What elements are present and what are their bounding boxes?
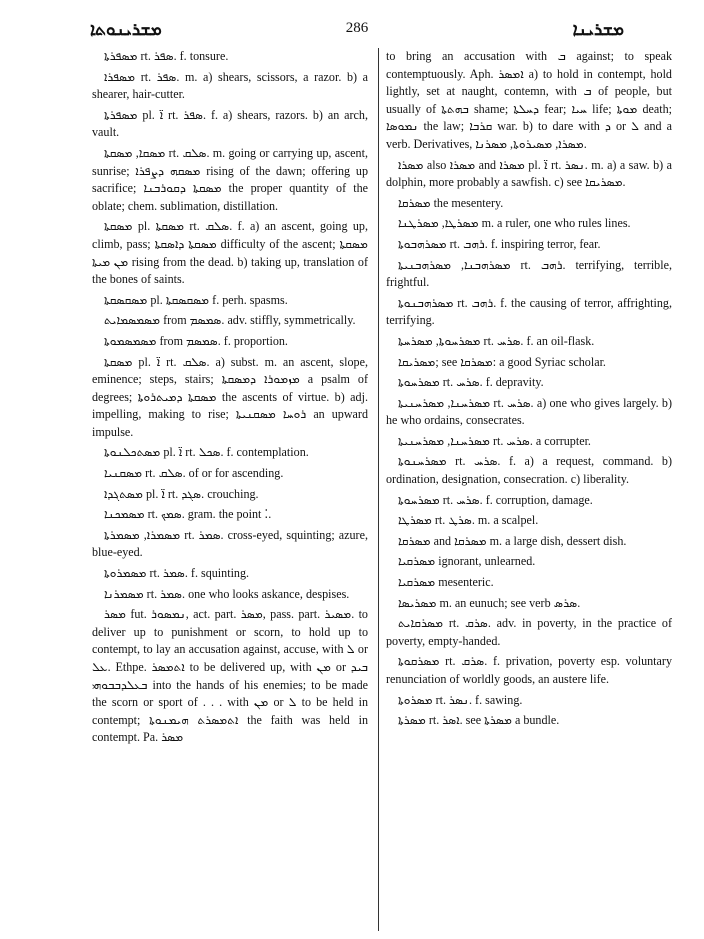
dictionary-entry: ܡܣܪܝܩܐ; see ܡܣܪܩܐ: a good Syriac scholar. [398, 354, 606, 369]
dictionary-entry: ܡܣܪܛܐ rt. ܣܪܛ. m. a scalpel. [398, 513, 539, 528]
dictionary-entry: ܡܣܪܗܒܘܬܐ rt. ܪܗܒ. f. inspiring terror, fear. [398, 236, 601, 251]
dictionary-entry: ܡܣܪܬܐ rt. ܐܣܪ. see ܡܣܪܬܐ a bundle. [398, 713, 560, 728]
dictionary-entry: ܡܣܪܚܘܬܐ rt. ܣܪܚ. f. corruption, damage. [398, 492, 593, 507]
header-right-word: ܡܫܪܝܢܐ [572, 20, 624, 39]
dictionary-entry: ܡܣܪܛܐ, ܡܣܪܛܢܐ m. a ruler, one who rules lines. [398, 216, 631, 231]
dictionary-entry: ܡܣܪܚܘܬܐ, ܡܣܪܚܬܐ rt. ܣܪܚ. f. an oil-flask. [398, 333, 595, 348]
dictionary-entry: ܡܣܪ fut. ܢܡܣܘܪ, act. part. ܡܣܪ, pass. part. ܡܣܝܪ. to deliver up to punishment or scorn, to hold up to contempt, to lay an accusation against, accuse, with ܠ or ܥܠ. Ethpe. ܐܬܡܣܪ to be delivered up, with ܡܢ or ܒܝܕ ܒܥܠܕܒܒܘܗܝ into the hands of his enemies; to be made the scorn or sport of . . . with ܡܢ or ܠ to be held in contempt; ܐܬܡܣܪܬ ܗܝܡܢܘܬܐ the faith was held in contempt. Pa. ܡܣܪ [92, 607, 368, 745]
column-divider [378, 48, 379, 931]
dictionary-entry: ܡܣܩܬܐ pl. ܡܣܩܬܐ rt. ܣܠܩ. f. a) an ascent, going up, climb, pass; ܡܣܩܬܐ ܕܐܣܩܬܐ difficulty of the ascent; ܡܣܩܬܐ ܡܢ ܡܝܬܐ rising from the dead. b) taking up, translation of the bones of saints. [92, 219, 368, 287]
dictionary-entry: ܡܣܡܣܡܘܬܐ from ܣܡܣܡ. f. proportion. [104, 333, 288, 348]
dictionary-entry: ܡܣܩܣܩܬܐ pl. ܡܣܩܣܩܬܐ f. perh. spasms. [104, 292, 288, 307]
dictionary-entry: ܡܣܡܪܐ, ܡܣܡܪܬܐ rt. ܣܡܪ. cross-eyed, squinting; azure, blue-eyed. [92, 527, 368, 560]
page-number: 286 [345, 20, 369, 36]
dictionary-entry: ܡܣܩܢܝܐ rt. ܣܠܩ. of or for ascending. [104, 466, 284, 481]
dictionary-entry: ܡܣܡܪܘܬܐ rt. ܣܡܪ. f. squinting. [104, 566, 250, 581]
dictionary-entry: ܡܣܪܘܬܐ rt. ܢܣܪ. f. sawing. [398, 692, 523, 707]
dictionary-entry: ܡܣܪܝܣܐ m. an eunuch; see verb ܣܪܣ. [398, 595, 581, 610]
right-column [386, 48, 672, 931]
dictionary-entry: to bring an accusation with ܒ against; to speak contemptuously. Aph. ܐܡܣܪ a) to hold in contempt, hold lightly, set at naught, contemn, with ܒ of people, but usually of ܒܗܬܬܐ shame; ܕܚܠܬܐ fear; ܚܝܐ life; ܡܘܬܐ death; ܢܡܘܣܐ the law; ܩܪܒܐ war. b) to dare with ܕ or ܠ and a verb. Derivatives, ܡܣܪܐ, ܡܣܝܪܘܬܐ, ܡܣܪܢܐ. [386, 49, 672, 151]
dictionary-entry: ܡܣܦܪܐ rt. ܣܦܪ. m. a) shears, scissors, a razor. b) a shearer, hair-cutter. [92, 69, 368, 102]
dictionary-entry: ܡܣܪܚܢܐ, ܡܣܪܚܢܝܬܐ rt. ܣܪܚ. a corrupter. [398, 433, 591, 448]
dictionary-entry: ܡܣܪܚܢܘܬܐ rt. ܣܪܚ. f. a) a request, command. b) ordination, designation, consecration. c) liberality. [386, 454, 672, 487]
dictionary-entry: ܡܣܪܩܐܝܬ rt. ܣܪܩ. adv. in poverty, in the practice of poverty, empty-handed. [386, 616, 672, 648]
left-column [92, 48, 368, 931]
dictionary-entry: ܡܣܪܩܐ and ܡܣܪܩܐ m. a large dish, dessert dish. [398, 533, 627, 548]
dictionary-entry: ܡܣܪܩܝܐ ignorant, unlearned. [398, 554, 536, 569]
dictionary-entry: ܡܣܡܪܢܐ rt. ܣܡܪ. one who looks askance, despises. [104, 586, 350, 601]
dictionary-entry: ܡܣܪܚܢܐ, ܡܣܪܚܢܝܬܐ rt. ܣܪܚ. a) one who gives largely. b) he who ordains, consecrates. [386, 395, 672, 428]
dictionary-entry: ܡܣܬܓܕܐ pl. ܐ̈ rt. ܣܓܕ. crouching. [104, 486, 259, 501]
dictionary-entry: ܡܣܪܩܘܬܐ rt. ܣܪܩ. f. privation, poverty esp. voluntary renunciation of worldly goods, an austere life. [386, 654, 672, 686]
dictionary-entry: ܡܣܪܐ also ܡܣܪܐ and ܡܣܪܐ pl. ܐ̈ rt. ܢܣܪ. m. a) a saw. b) a dolphin, more probably a sawfish. c) see ܡܣܪܝܩܐ. [386, 157, 672, 190]
dictionary-entry: ܡܣܦܪܬܐ rt. ܣܦܪ. f. tonsure. [104, 49, 229, 63]
dictionary-entry: ܡܣܩܐ, ܡܣܩܬܐ rt. ܣܠܩ. m. going or carrying up, ascent, sunrise; ܡܣܩܗ ܕܨܦܪܐ rising of the dawn; offering up sacrifice; ܡܣܩܬܐ ܕܩܘܪܒܢܐ the proper quantity of the oblate; chem. sublimation, distillation. [92, 145, 368, 213]
dictionary-entry: ܡܣܦܪܬܐ pl. ܐ̈ rt. ܣܦܪ. f. a) shears, razors. b) an arch, vault. [92, 107, 368, 140]
dictionary-entry: ܡܣܪܗܒܢܐ, ܡܣܪܗܒܢܝܬܐ rt. ܪܗܒ. terrifying, terrible, frightful. [386, 257, 672, 290]
dictionary-entry: ܡܣܪܩܐ the mesentery. [398, 195, 504, 210]
dictionary-entry: ܡܣܪܩܝܐ mesenteric. [398, 575, 494, 590]
dictionary-entry: ܡܣܡܟܢܐ rt. ܣܡܟ. gram. the point ⁚. [104, 507, 272, 522]
dictionary-entry: ܡܣܪܚܘܬܐ rt. ܣܪܚ. f. depravity. [398, 375, 544, 390]
dictionary-entry: ܡܣܬܟܠܢܘܬܐ pl. ܐ̈ rt. ܣܟܠ. f. contemplation. [104, 445, 309, 460]
header-left-word: ܡܫܪܝܢܘܬܐ [90, 20, 162, 39]
running-header [90, 16, 624, 42]
dictionary-entry: ܡܣܩܬܐ pl. ܐ̈ rt. ܣܠܩ. a) subst. m. an ascent, slope, eminence; steps, stairs; ܡܙܡܘܪܐ ܕܡܣܩܬܐ a psalm of degrees; ܡܣܩܬܐ ܕܡܝܬܪܘܬܐ the ascents of virtue. b) adj. impelling, making to rise; ܪܘܚܐ ܡܣܩܢܝܬܐ an upward impulse. [92, 354, 368, 439]
dictionary-entry: ܡܣܡܣܡܐܝܬ from ܣܡܣܡ. adv. stiffly, symmetrically. [104, 313, 356, 328]
dictionary-entry: ܡܣܪܗܒܢܘܬܐ rt. ܪܗܒ. f. the causing of terror, affrighting, terrifying. [386, 295, 672, 328]
